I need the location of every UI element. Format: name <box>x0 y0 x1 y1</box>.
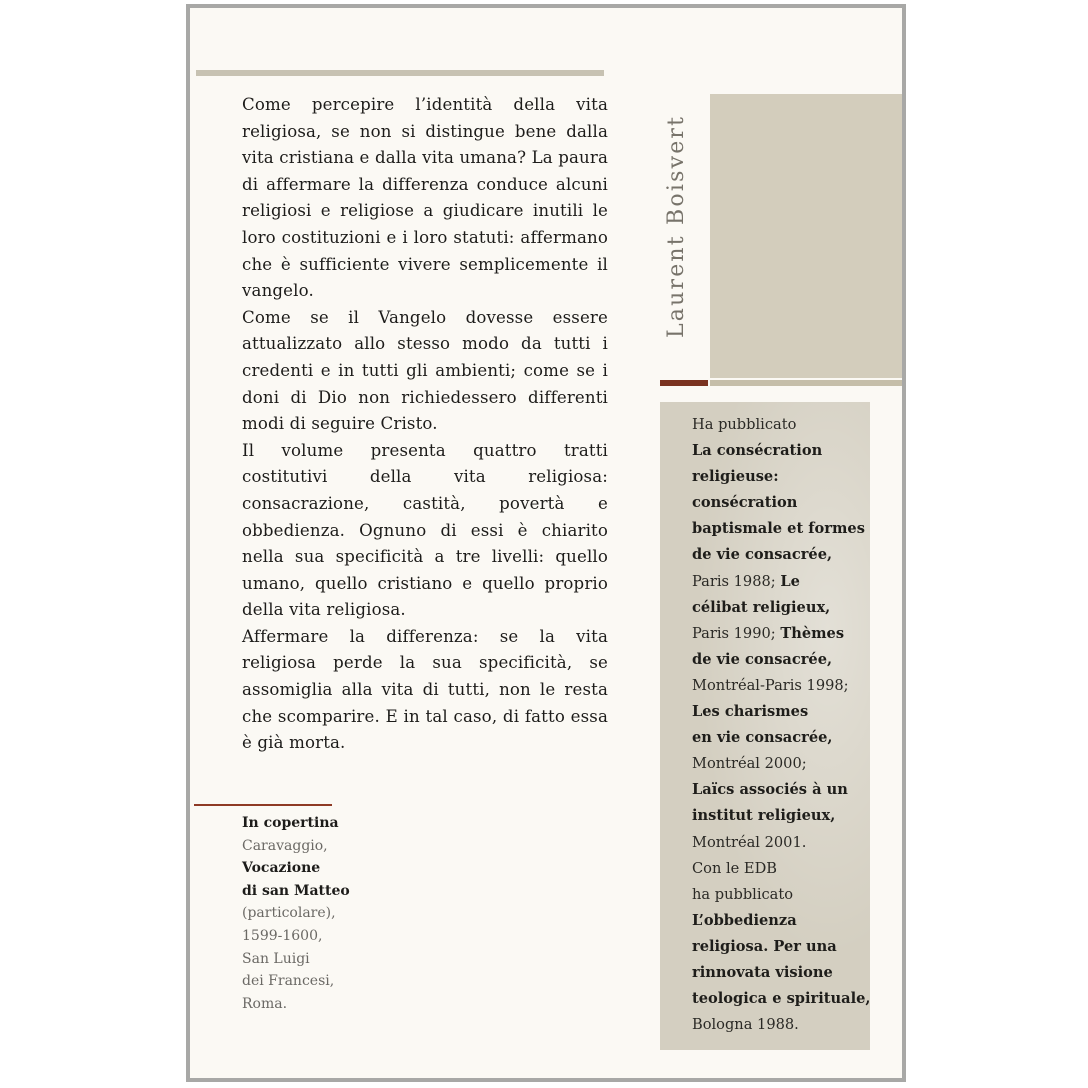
bibliography-text: en vie consacrée, <box>692 729 833 747</box>
bibliography-text: religiosa. Per una <box>692 937 837 955</box>
bibliography-text: institut religieux, <box>692 807 836 825</box>
bibliography-title-start: Thèmes <box>780 624 845 642</box>
bibliography-line <box>692 595 870 621</box>
bibliography-text: célibat religieux, <box>692 598 831 616</box>
bibliography-line <box>692 908 870 934</box>
bibliography-text: Montréal-Paris 1998; <box>692 676 849 694</box>
bibliography-text: Laïcs associés à un <box>692 781 848 799</box>
bibliography-text: rinnovata visione <box>692 963 833 981</box>
blurb-paragraph: Il volume presenta quattro tratti costitutivi della vita religiosa: consacrazione, castità, povertà e obbedienza. Ognuno di essi è chiarito nella sua specificità a tre livelli: quello umano, quello cristiano e quello proprio della vita religiosa. <box>242 440 608 620</box>
top-rule <box>196 70 604 76</box>
bibliography-line <box>692 412 870 438</box>
bibliography-list <box>692 412 870 1038</box>
bibliography-line <box>692 647 870 673</box>
bibliography-text: ha pubblicato <box>692 885 794 903</box>
cover-credit-title: Vocazione <box>242 860 321 877</box>
bibliography-line <box>692 516 870 542</box>
blurb-paragraph: Come percepire l’identità della vita religiosa, se non si distingue bene dalla vita cristiana e dalla vita umana? La paura di affermare la differenza conduce alcuni religiosi e religiose a giudicare inutili le loro costituzioni e i loro statuti: affermano che è sufficiente vivere semplicemente il vangelo. <box>242 95 608 301</box>
bibliography-line <box>692 1012 870 1038</box>
bibliography-line <box>692 725 870 751</box>
bibliography-line <box>692 856 870 882</box>
bibliography-text: Les charismes <box>692 703 809 721</box>
bibliography-text: Bologna 1988. <box>692 1016 799 1034</box>
bibliography-text: religieuse: <box>692 468 779 486</box>
bibliography-line <box>692 490 870 516</box>
book-back-cover <box>186 4 906 1082</box>
bibliography-line <box>692 542 870 568</box>
bibliography-text: L’obbedienza <box>692 911 797 929</box>
bibliography-line <box>692 464 870 490</box>
bibliography-line <box>692 803 870 829</box>
accent-bar-light <box>710 380 906 386</box>
cover-credit-painter: Caravaggio, <box>242 837 328 854</box>
cover-credit-heading: In copertina <box>242 815 339 831</box>
bibliography-line <box>692 699 870 725</box>
bibliography-text: de vie consacrée, <box>692 546 833 564</box>
bibliography-text: La consécration <box>692 442 823 460</box>
bibliography-line <box>692 882 870 908</box>
bibliography-line <box>692 986 870 1012</box>
bibliography-line <box>692 621 870 647</box>
bibliography-text: Con le EDB <box>692 859 778 877</box>
bibliography-line <box>692 751 870 777</box>
bibliography-text: Montréal 2001. <box>692 833 807 851</box>
blurb-text <box>242 92 608 757</box>
bibliography-line <box>692 438 870 464</box>
bibliography-text: de vie consacrée, <box>692 650 833 668</box>
accent-bar-dark <box>660 380 708 386</box>
cover-credit-place: dei Francesi, <box>242 973 335 990</box>
bibliography-text: consécration <box>692 494 798 512</box>
cover-credit <box>242 812 402 1015</box>
cover-credit-years: 1599-1600, <box>242 927 323 944</box>
cover-credit-place: San Luigi <box>242 950 310 967</box>
bibliography-text: Paris 1990; <box>692 624 781 642</box>
cover-info-rule <box>194 804 332 806</box>
bibliography-line <box>692 569 870 595</box>
bibliography-text: Montréal 2000; <box>692 755 807 773</box>
author-panel <box>710 94 906 378</box>
blurb-paragraph: Affermare la differenza: se la vita religiosa perde la sua specificità, se assomiglia alla vita di tutti, non le resta che scomparire. E in tal caso, di fatto essa è già morta. <box>242 626 608 753</box>
cover-credit-detail: (particolare), <box>242 905 336 922</box>
bibliography-text: Ha pubblicato <box>692 416 797 433</box>
bibliography-line <box>692 673 870 699</box>
bibliography-title-start: Le <box>780 572 800 590</box>
bibliography-text: Paris 1988; <box>692 572 781 590</box>
bibliography-line <box>692 934 870 960</box>
bibliography-text: teologica e spirituale, <box>692 990 871 1008</box>
cover-credit-title: di san Matteo <box>242 882 350 899</box>
bibliography-line <box>692 830 870 856</box>
bibliography-line <box>692 960 870 986</box>
blurb-paragraph: Come se il Vangelo dovesse essere attualizzato allo stesso modo da tutti i credenti e in tutti gli ambienti; come se i doni di Dio non richiedessero differenti modi di seguire Cristo. <box>242 307 608 434</box>
bibliography-text: baptismale et formes <box>692 520 865 538</box>
bibliography-line <box>692 777 870 803</box>
author-name: Laurent Boisvert <box>664 114 689 338</box>
cover-credit-city: Roma. <box>242 995 288 1012</box>
